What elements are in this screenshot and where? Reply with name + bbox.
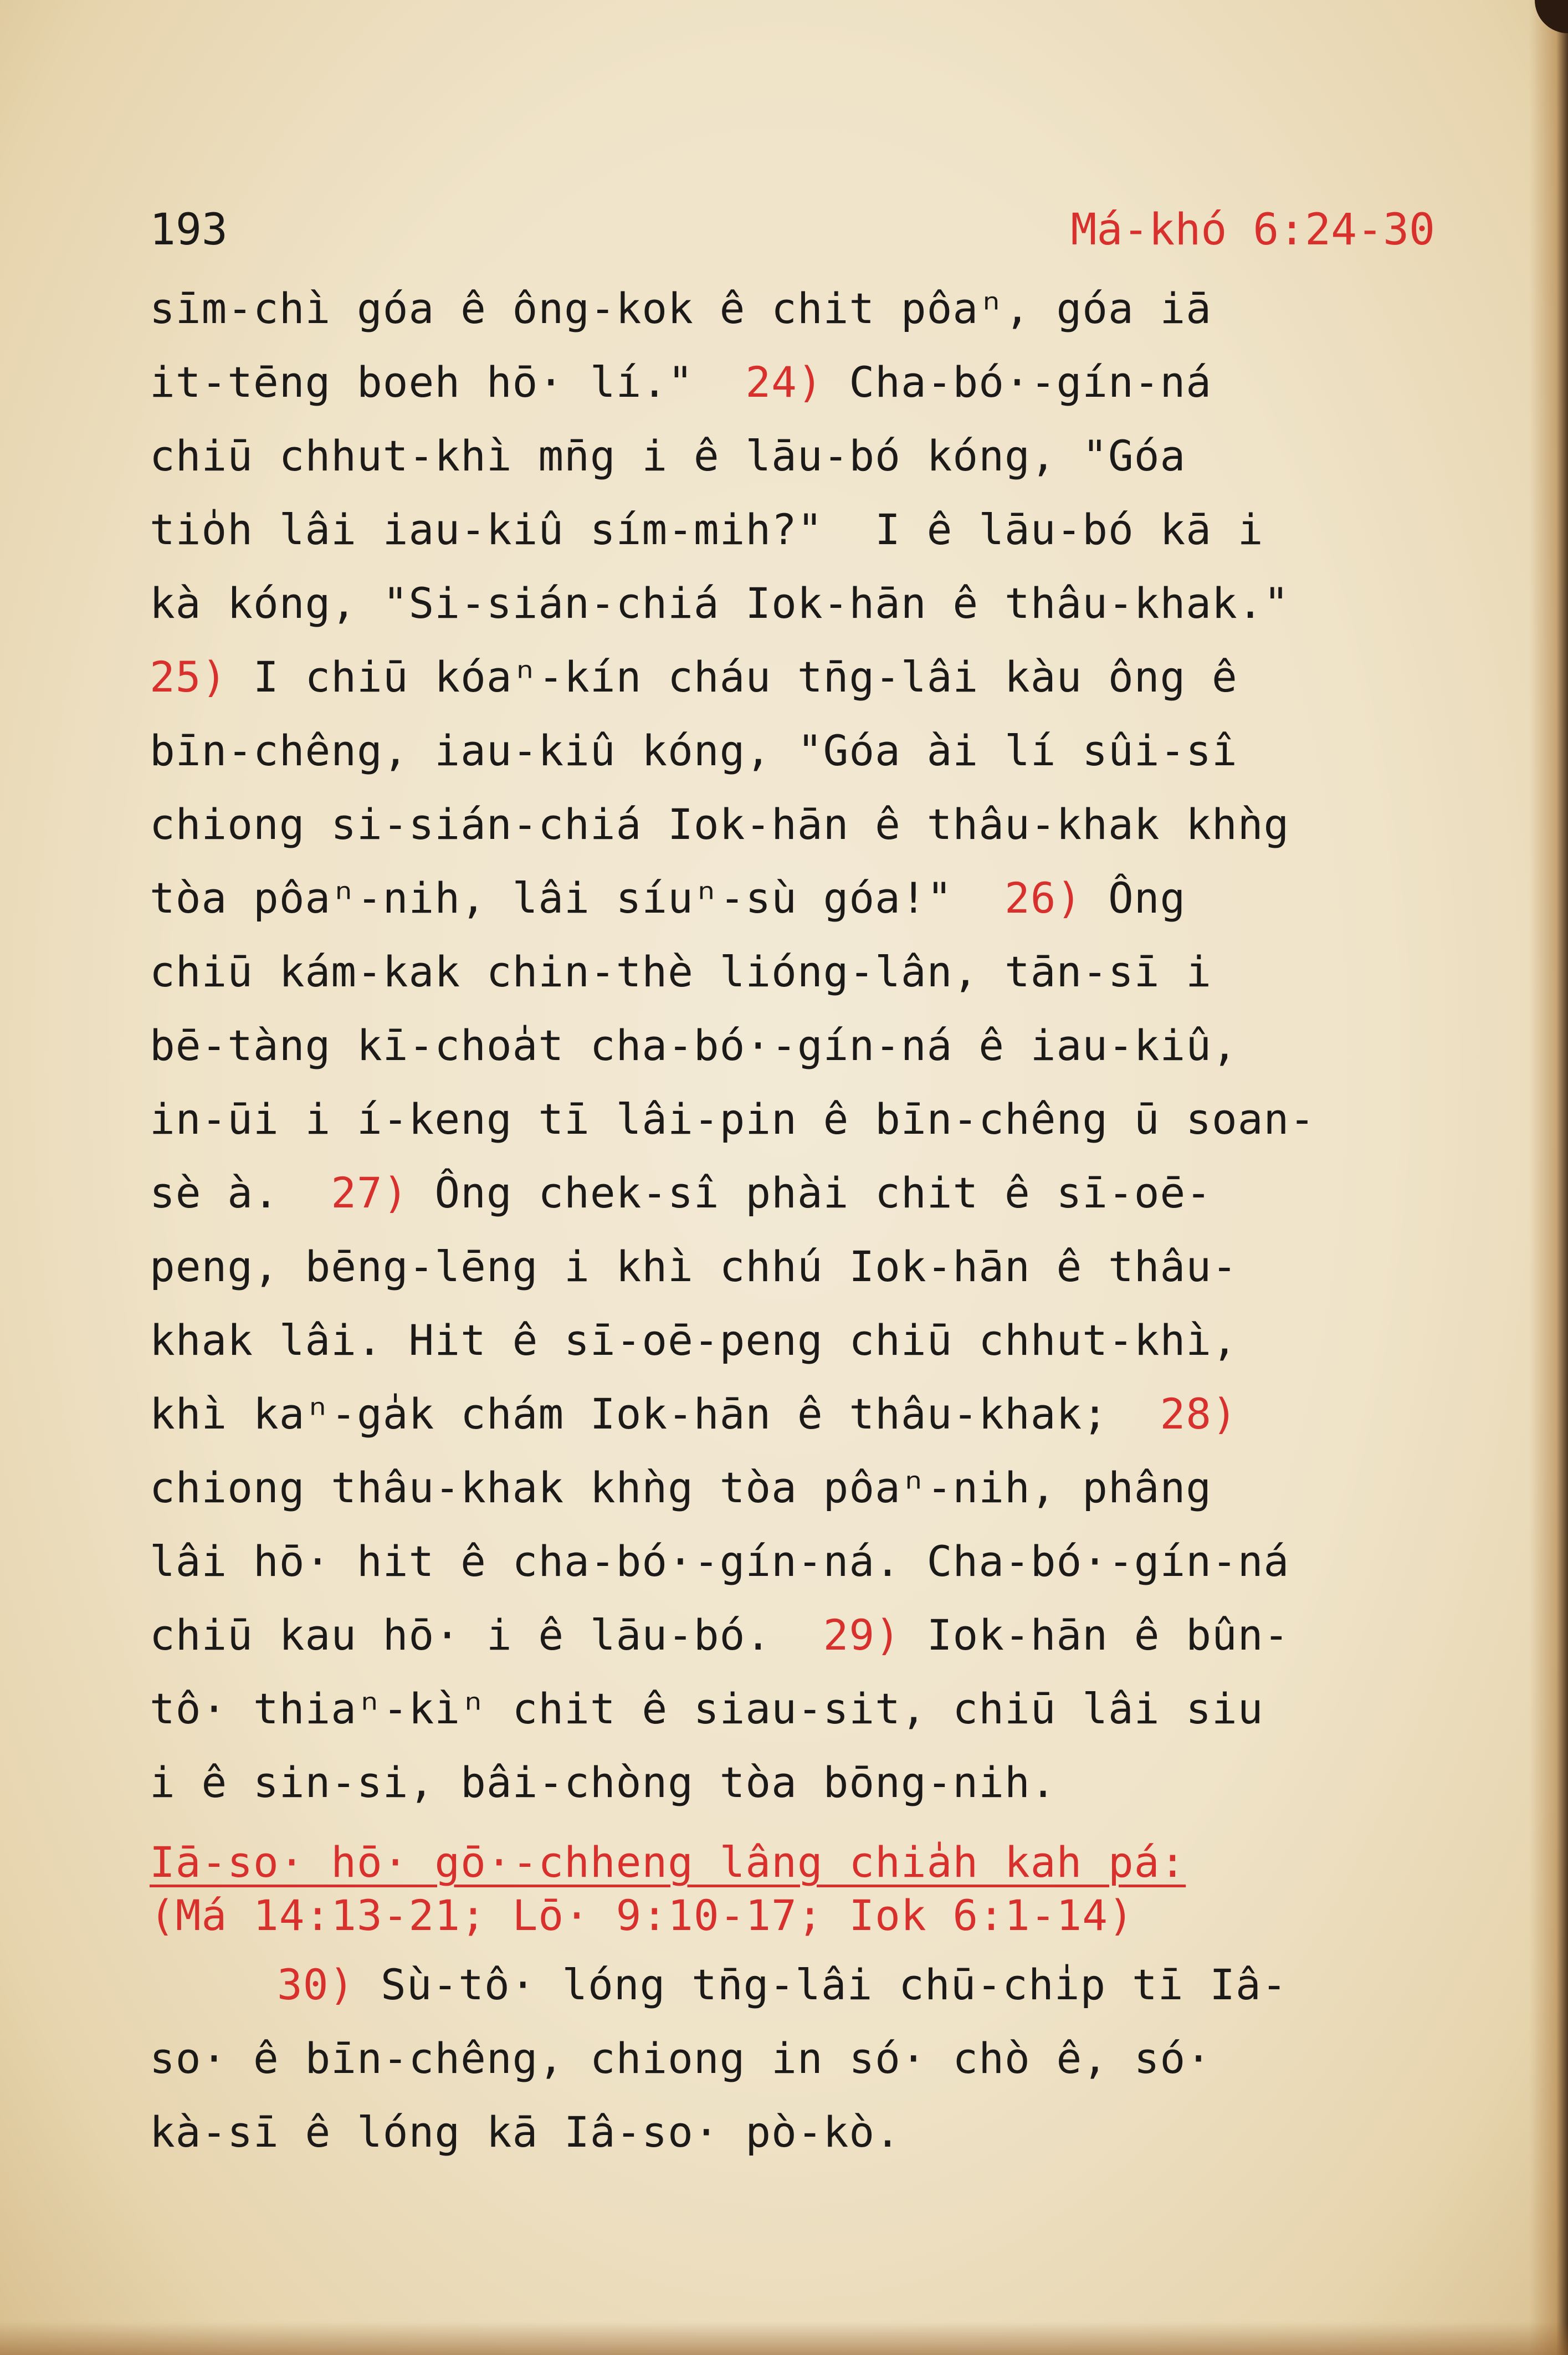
line-text: tòa pôaⁿ-nih, lâi síuⁿ-sù góa!" [150, 873, 1005, 923]
text-line [150, 1524, 1435, 1598]
line-text: chiong si-sián-chiá Iok-hān ê thâu-khak khǹg [150, 800, 1290, 849]
page-bottom-shadow [0, 2322, 1568, 2355]
line-text: Cha-bó·-gín-ná [823, 357, 1212, 407]
verse-number: 27) [331, 1168, 409, 1217]
line-text: peng, bēng-lēng i khì chhú Iok-hān ê thâu- [150, 1242, 1238, 1291]
text-line [150, 419, 1435, 493]
verse-number: 30) [277, 1960, 355, 2009]
line-text: khì kaⁿ-ga̍k chám Iok-hān ê thâu-khak; [150, 1389, 1160, 1438]
text-line [150, 1230, 1435, 1303]
text-line [150, 1598, 1435, 1672]
text-line [150, 640, 1435, 714]
line-text: chiū kau hō· i ê lāu-bó. [150, 1610, 823, 1660]
line-text: chiū chhut-khì mn̄g i ê lāu-bó kóng, "Góa [150, 431, 1186, 480]
page-content [150, 188, 1435, 2169]
line-text: bīn-chêng, iau-kiû kóng, "Góa ài lí sûi-sî [150, 726, 1238, 775]
verse-number: 25) [150, 652, 228, 702]
line-text: bē-tàng kī-choa̍t cha-bó·-gín-ná ê iau-kiû, [150, 1021, 1238, 1070]
running-head: Má-khó 6:24-30 [1070, 205, 1435, 255]
page-number: 193 [150, 205, 228, 255]
text-line [150, 1745, 1435, 1819]
text-line [150, 566, 1435, 640]
line-text: tô· thiaⁿ-kìⁿ chit ê siau-sit, chiū lâi siu [150, 1684, 1264, 1733]
text-line [150, 1377, 1435, 1451]
line-text: Sù-tô· lóng tn̄g-lâi chū-chi̍p tī Iâ- [355, 1960, 1288, 2009]
line-text: Ông chek-sî phài chit ê sī-oē- [408, 1168, 1212, 1217]
text-line [150, 861, 1435, 935]
body-text-continued [150, 1948, 1435, 2169]
line-text: i ê sin-si, bâi-chòng tòa bōng-nih. [150, 1758, 1057, 1807]
text-line [150, 2095, 1435, 2169]
line-text: khak lâi. Hit ê sī-oē-peng chiū chhut-khì, [150, 1315, 1238, 1365]
verse-number: 29) [823, 1610, 901, 1660]
line-text: sīm-chì góa ê ông-kok ê chit pôaⁿ, góa iā [150, 284, 1212, 333]
text-line [150, 1156, 1435, 1230]
section-references: (Má 14:13-21; Lō· 9:10-17; Iok 6:1-14) [150, 1891, 1134, 1940]
line-text: tio̍h lâi iau-kiû sím-mih?" I ê lāu-bó kā i [150, 505, 1264, 554]
verse-number: 28) [1160, 1389, 1238, 1438]
text-line [150, 2021, 1435, 2095]
line-text: so· ê bīn-chêng, chiong in só· chò ê, só· [150, 2034, 1212, 2083]
text-line [150, 1008, 1435, 1082]
page-header [150, 188, 1435, 272]
text-line [150, 1451, 1435, 1524]
text-line [150, 787, 1435, 861]
text-line [150, 1082, 1435, 1156]
verse-number: 24) [745, 357, 823, 407]
body-text [150, 272, 1435, 1819]
text-line [150, 1303, 1435, 1377]
text-line [150, 1948, 1435, 2021]
line-text: Ông [1082, 873, 1186, 923]
text-line [150, 345, 1435, 419]
line-text: Iok-hān ê bûn- [900, 1610, 1290, 1660]
text-line [150, 935, 1435, 1008]
section-title: Iā-so· hō· gō·-chheng lâng chia̍h kah pá: [150, 1837, 1186, 1887]
line-text: I chiū kóaⁿ-kín cháu tn̄g-lâi kàu ông ê [227, 652, 1238, 702]
line-text: in-ūi i í-keng tī lâi-pin ê bīn-chêng ū soan- [150, 1094, 1316, 1144]
text-line [150, 272, 1435, 345]
line-text: chiong thâu-khak khǹg tòa pôaⁿ-nih, phâng [150, 1463, 1212, 1512]
line-text: kà-sī ê lóng kā Iâ-so· pò-kò. [150, 2107, 901, 2157]
text-line [150, 714, 1435, 787]
line-text: sè à. [150, 1168, 331, 1217]
line-text: it-tēng boeh hō· lí." [150, 357, 746, 407]
section-heading [150, 1836, 1435, 1942]
text-line [150, 493, 1435, 566]
text-line [150, 1672, 1435, 1745]
line-text: chiū kám-kak chin-thè lióng-lân, tān-sī i [150, 947, 1212, 996]
verse-number: 26) [1004, 873, 1083, 923]
line-text: lâi hō· hit ê cha-bó·-gín-ná. Cha-bó·-gín-ná [150, 1537, 1290, 1586]
page-edge-shadow [1529, 0, 1568, 2355]
line-text: kà kóng, "Si-sián-chiá Iok-hān ê thâu-khak." [150, 578, 1290, 628]
